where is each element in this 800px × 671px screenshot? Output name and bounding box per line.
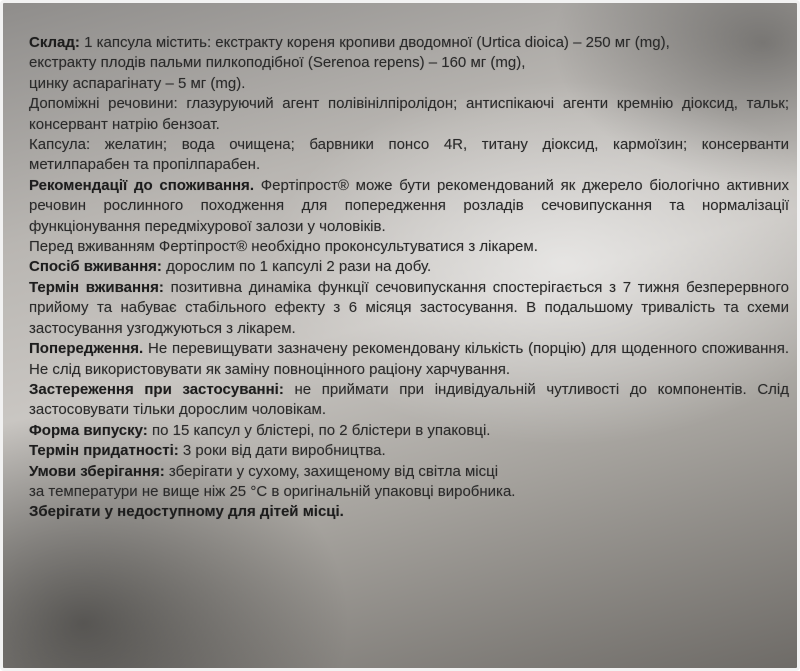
composition-line-1: 1 капсула містить: екстракту кореня кропиви дводомної (Urtica dioica) – 250 мг (mg), [84, 34, 670, 51]
warnings-text: Не перевищувати зазначену рекомендовану кількість (порцію) для щоденного споживання. Не слід використовувати як заміну повноцінного раціону харчування. [29, 340, 789, 378]
recommendations-section [29, 176, 789, 237]
warnings-label: Попередження. [29, 340, 144, 358]
release-form-label: Форма випуску: [29, 421, 148, 439]
release-form-section [29, 421, 789, 441]
label-text-block [29, 33, 789, 523]
recommendations-text: Фертіпрост® може бути рекомендований як джерело біологічно активних речовин рослинного походження для попередження розладів сечовипускання та нормалізації функціонування передміхурової залози у чоловіків. [29, 176, 789, 235]
storage-line-2: за температури не вище ніж 25 °С в оригінальній упаковці виробника. [29, 482, 516, 500]
storage-label: Умови зберігання: [29, 462, 165, 480]
usage-text: дорослим по 1 капсулі 2 рази на добу. [166, 258, 432, 276]
excipients-text: Допоміжні речовини: глазуруючий агент полівінілпіролідон; антиспікаючі агенти кремнію діоксид, тальк; консервант натрію бензоат. [29, 95, 789, 133]
shelf-life-section [29, 441, 789, 461]
consult-text: Перед вживанням Фертіпрост® необхідно проконсультуватися з лікарем. [29, 238, 538, 256]
precautions-label: Застереження при застосуванні: [29, 380, 284, 398]
recommendations-label: Рекомендації до споживання. [29, 176, 254, 194]
release-form-text: по 15 капсул у блістері, по 2 блістери в упаковці. [151, 421, 491, 439]
composition-section [29, 33, 789, 94]
storage-section [29, 462, 789, 503]
capsule-text: Капсула: желатин; вода очищена; барвники понсо 4R, титану діоксид, кармоїзин; консерванти метилпарабен та пропілпарабен. [29, 136, 789, 174]
shelf-life-label: Термін придатності: [29, 442, 179, 460]
composition-line-3: цинку аспарагінату – 5 мг (mg). [29, 74, 246, 92]
precautions-section [29, 380, 789, 421]
usage-label: Спосіб вживання: [29, 258, 162, 276]
warnings-section [29, 339, 789, 380]
composition-line-2: екстракту плодів пальми пилкоподібної (Serenoa repens) – 160 мг (mg), [29, 54, 526, 72]
children-warning-text: Зберігати у недоступному для дітей місці. [29, 503, 344, 521]
storage-line-1: зберігати у сухому, захищеному від світла місці [168, 462, 499, 480]
children-warning [29, 502, 789, 522]
composition-label: Склад: [29, 34, 80, 51]
duration-label: Термін вживання: [29, 278, 164, 296]
duration-text: позитивна динаміка функції сечовипускання спостерігається з 7 тижня безперервного прийому та набуває стабільного ефекту з 6 місяця застосування. В подальшому тривалість та схеми застосування узгоджуються з лікарем. [29, 278, 790, 337]
shelf-life-text: 3 роки від дати виробництва. [182, 442, 386, 460]
usage-section [29, 257, 789, 277]
precautions-text: не приймати при індивідуальній чутливості до компонентів. Слід застосовувати тільки дорослим чоловікам. [29, 380, 790, 419]
duration-section [29, 278, 789, 339]
